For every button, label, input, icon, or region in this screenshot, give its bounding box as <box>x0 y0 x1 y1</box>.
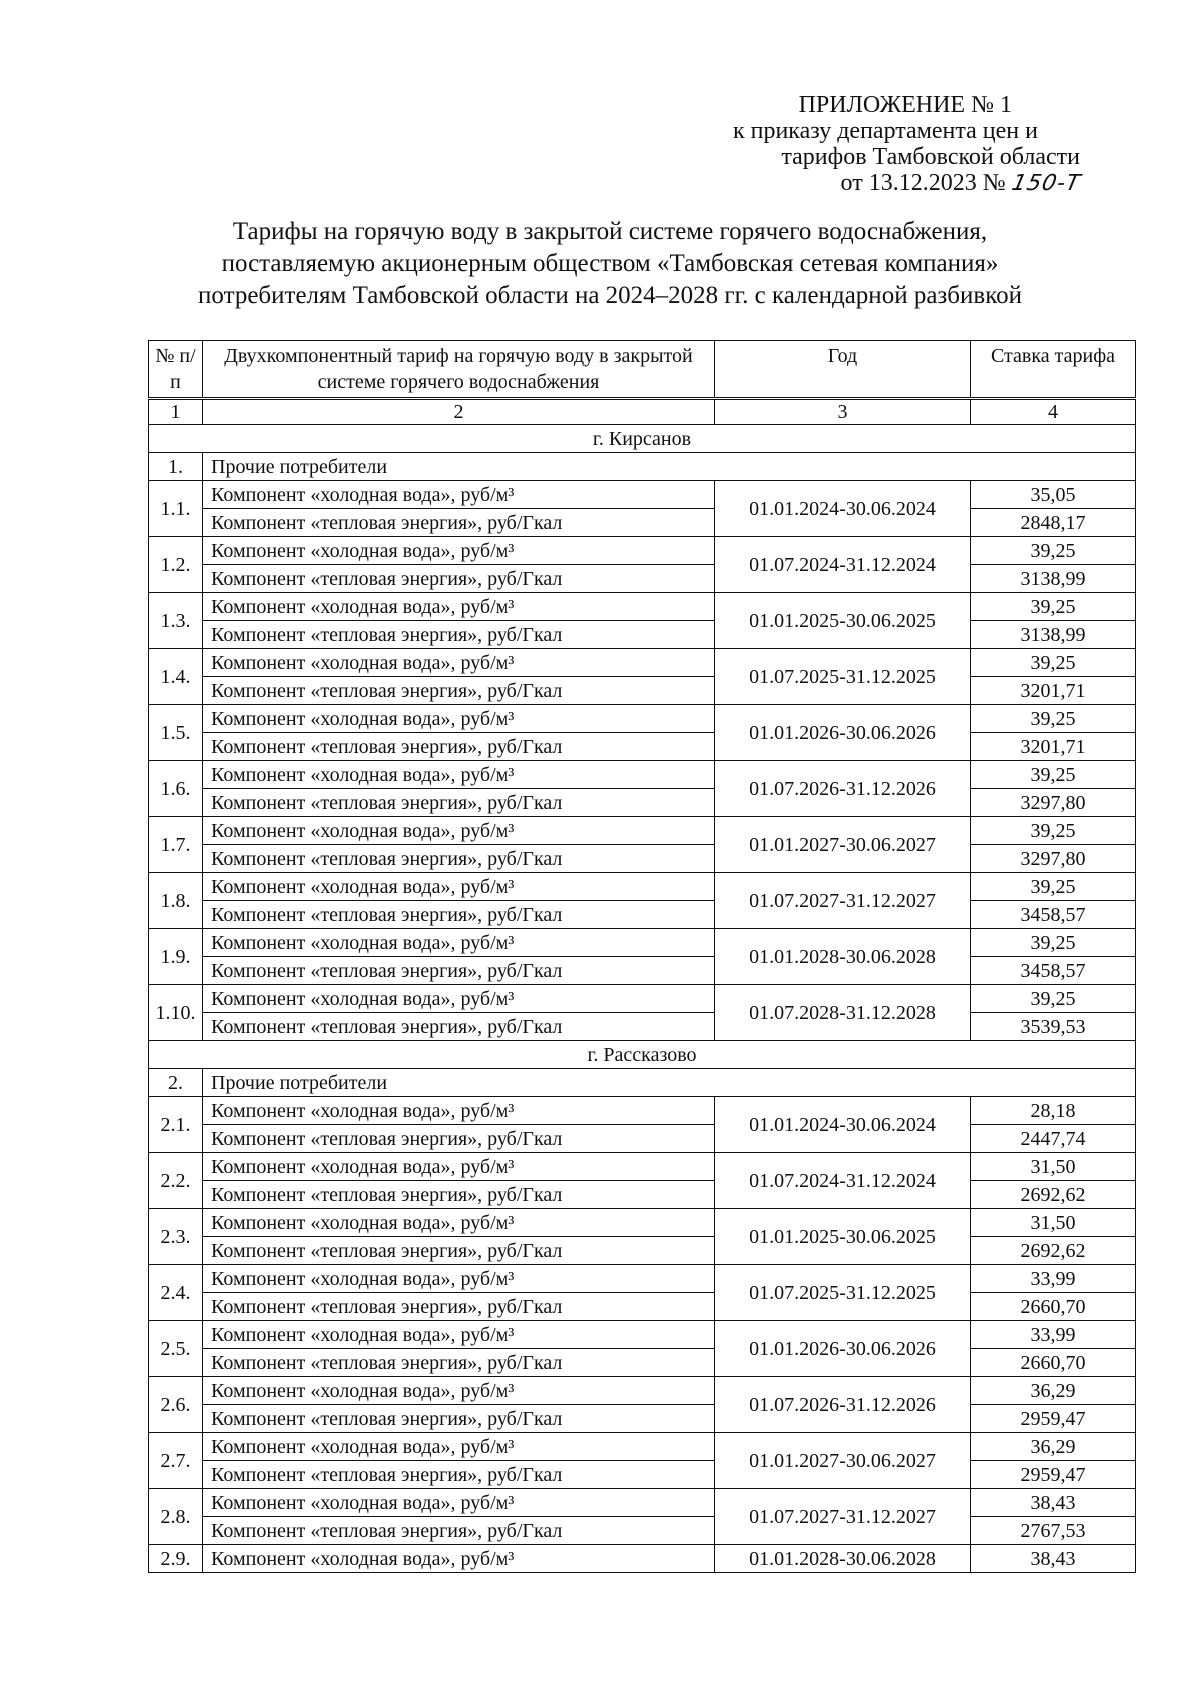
cold-water-rate: 31,50 <box>971 1209 1136 1237</box>
heat-energy-component-label: Компонент «тепловая энергия», руб/Гкал <box>203 733 715 761</box>
appendix-date: от 13.12.2023 № <box>840 170 1006 196</box>
heat-energy-rate: 2848,17 <box>971 509 1136 537</box>
handwritten-order-number: 150-Т <box>1009 171 1083 196</box>
table-header-row <box>149 341 1136 399</box>
table-row <box>149 1265 1136 1293</box>
heat-energy-rate: 3458,57 <box>971 957 1136 985</box>
table-row <box>149 705 1136 733</box>
document-title <box>120 216 1100 312</box>
city-name: г. Кирсанов <box>149 425 1136 453</box>
appendix-date-number <box>640 170 1083 197</box>
heat-energy-component-label: Компонент «тепловая энергия», руб/Гкал <box>203 509 715 537</box>
table-row <box>149 845 1136 873</box>
cold-water-rate: 38,43 <box>971 1489 1136 1517</box>
cold-water-component-label: Компонент «холодная вода», руб/м³ <box>203 1433 715 1461</box>
tariff-period: 01.01.2024-30.06.2024 <box>715 1097 971 1153</box>
heat-energy-rate: 2959,47 <box>971 1405 1136 1433</box>
heat-energy-component-label: Компонент «тепловая энергия», руб/Гкал <box>203 1405 715 1433</box>
consumer-group-row <box>149 453 1136 481</box>
table-row <box>149 509 1136 537</box>
row-number: 1.3. <box>149 593 203 649</box>
cold-water-component-label: Компонент «холодная вода», руб/м³ <box>203 1209 715 1237</box>
cold-water-component-label: Компонент «холодная вода», руб/м³ <box>203 705 715 733</box>
cold-water-rate: 35,05 <box>971 481 1136 509</box>
cold-water-rate: 39,25 <box>971 537 1136 565</box>
cold-water-component-label: Компонент «холодная вода», руб/м³ <box>203 929 715 957</box>
tariff-period: 01.01.2027-30.06.2027 <box>715 817 971 873</box>
cold-water-rate: 31,50 <box>971 1153 1136 1181</box>
heat-energy-component-label: Компонент «тепловая энергия», руб/Гкал <box>203 1517 715 1545</box>
group-label: Прочие потребители <box>203 453 1136 481</box>
title-line-1: Тарифы на горячую воду в закрытой системе горячего водоснабжения, <box>232 218 988 245</box>
city-section-row <box>149 1041 1136 1069</box>
cold-water-component-label: Компонент «холодная вода», руб/м³ <box>203 873 715 901</box>
row-number: 2.4. <box>149 1265 203 1321</box>
table-row <box>149 1433 1136 1461</box>
tariff-period: 01.07.2025-31.12.2025 <box>715 649 971 705</box>
city-section-row <box>149 425 1136 453</box>
title-line-2: поставляемую акционерным обществом «Тамбовская сетевая компания» <box>221 250 999 277</box>
table-row <box>149 761 1136 789</box>
heat-energy-rate: 3201,71 <box>971 677 1136 705</box>
table-row <box>149 1013 1136 1041</box>
table-row <box>149 1349 1136 1377</box>
col-header-number: № п/п <box>149 341 203 399</box>
tariff-period: 01.01.2026-30.06.2026 <box>715 705 971 761</box>
table-row <box>149 1125 1136 1153</box>
cold-water-component-label: Компонент «холодная вода», руб/м³ <box>203 761 715 789</box>
cold-water-component-label: Компонент «холодная вода», руб/м³ <box>203 1321 715 1349</box>
col-number-4: 4 <box>971 399 1136 425</box>
heat-energy-component-label: Компонент «тепловая энергия», руб/Гкал <box>203 621 715 649</box>
cold-water-component-label: Компонент «холодная вода», руб/м³ <box>203 1489 715 1517</box>
heat-energy-rate: 3458,57 <box>971 901 1136 929</box>
row-number: 2.7. <box>149 1433 203 1489</box>
heat-energy-rate: 3539,53 <box>971 1013 1136 1041</box>
cold-water-component-label: Компонент «холодная вода», руб/м³ <box>203 1097 715 1125</box>
cold-water-component-label: Компонент «холодная вода», руб/м³ <box>203 985 715 1013</box>
cold-water-rate: 38,43 <box>971 1545 1136 1573</box>
table-row <box>149 1321 1136 1349</box>
table-row <box>149 593 1136 621</box>
tariff-period: 01.07.2027-31.12.2027 <box>715 1489 971 1545</box>
tariff-period: 01.07.2025-31.12.2025 <box>715 1265 971 1321</box>
appendix-title: ПРИЛОЖЕНИЕ № 1 <box>798 92 1012 118</box>
heat-energy-rate: 3138,99 <box>971 565 1136 593</box>
table-row <box>149 677 1136 705</box>
table-row <box>149 1405 1136 1433</box>
heat-energy-rate: 2660,70 <box>971 1349 1136 1377</box>
heat-energy-component-label: Компонент «тепловая энергия», руб/Гкал <box>203 957 715 985</box>
table-row <box>149 1181 1136 1209</box>
row-number: 1.9. <box>149 929 203 985</box>
table-row <box>149 817 1136 845</box>
heat-energy-component-label: Компонент «тепловая энергия», руб/Гкал <box>203 1013 715 1041</box>
heat-energy-rate: 2692,62 <box>971 1237 1136 1265</box>
table-row <box>149 873 1136 901</box>
table-row <box>149 537 1136 565</box>
heat-energy-component-label: Компонент «тепловая энергия», руб/Гкал <box>203 901 715 929</box>
tariff-period: 01.07.2026-31.12.2026 <box>715 761 971 817</box>
tariff-period: 01.01.2026-30.06.2026 <box>715 1321 971 1377</box>
table-row <box>149 649 1136 677</box>
heat-energy-rate: 3201,71 <box>971 733 1136 761</box>
row-number: 2.8. <box>149 1489 203 1545</box>
title-line-3: потребителям Тамбовской области на 2024–2028 гг. с календарной разбивкой <box>198 282 1022 309</box>
cold-water-component-label: Компонент «холодная вода», руб/м³ <box>203 593 715 621</box>
row-number: 1.10. <box>149 985 203 1041</box>
cold-water-rate: 36,29 <box>971 1377 1136 1405</box>
heat-energy-component-label: Компонент «тепловая энергия», руб/Гкал <box>203 1293 715 1321</box>
tariff-period: 01.01.2028-30.06.2028 <box>715 929 971 985</box>
row-number: 2.9. <box>149 1545 203 1573</box>
group-number: 2. <box>149 1069 203 1097</box>
table-row <box>149 565 1136 593</box>
cold-water-rate: 39,25 <box>971 985 1136 1013</box>
table-row <box>149 1153 1136 1181</box>
group-number: 1. <box>149 453 203 481</box>
col-header-rate: Ставка тарифа <box>971 341 1136 399</box>
col-number-2: 2 <box>203 399 715 425</box>
row-number: 1.5. <box>149 705 203 761</box>
table-row <box>149 1209 1136 1237</box>
table-row <box>149 929 1136 957</box>
tariff-period: 01.01.2028-30.06.2028 <box>715 1545 971 1573</box>
cold-water-rate: 36,29 <box>971 1433 1136 1461</box>
row-number: 2.3. <box>149 1209 203 1265</box>
cold-water-rate: 39,25 <box>971 649 1136 677</box>
heat-energy-rate: 3138,99 <box>971 621 1136 649</box>
cold-water-rate: 39,25 <box>971 929 1136 957</box>
heat-energy-rate: 2767,53 <box>971 1517 1136 1545</box>
table-column-numbers-row <box>149 399 1136 425</box>
table-row <box>149 1517 1136 1545</box>
cold-water-rate: 28,18 <box>971 1097 1136 1125</box>
row-number: 1.4. <box>149 649 203 705</box>
heat-energy-component-label: Компонент «тепловая энергия», руб/Гкал <box>203 845 715 873</box>
tariff-table <box>148 340 1136 1573</box>
tariff-period: 01.01.2024-30.06.2024 <box>715 481 971 537</box>
row-number: 1.2. <box>149 537 203 593</box>
heat-energy-rate: 3297,80 <box>971 845 1136 873</box>
tariff-period: 01.07.2026-31.12.2026 <box>715 1377 971 1433</box>
table-row <box>149 1237 1136 1265</box>
cold-water-rate: 33,99 <box>971 1265 1136 1293</box>
table-row <box>149 789 1136 817</box>
cold-water-component-label: Компонент «холодная вода», руб/м³ <box>203 1153 715 1181</box>
heat-energy-component-label: Компонент «тепловая энергия», руб/Гкал <box>203 1349 715 1377</box>
group-label: Прочие потребители <box>203 1069 1136 1097</box>
cold-water-component-label: Компонент «холодная вода», руб/м³ <box>203 1265 715 1293</box>
cold-water-rate: 39,25 <box>971 593 1136 621</box>
table-row <box>149 957 1136 985</box>
table-row <box>149 985 1136 1013</box>
appendix-header <box>640 92 1083 197</box>
row-number: 1.6. <box>149 761 203 817</box>
table-row <box>149 901 1136 929</box>
cold-water-rate: 39,25 <box>971 761 1136 789</box>
city-name: г. Рассказово <box>149 1041 1136 1069</box>
consumer-group-row <box>149 1069 1136 1097</box>
col-header-tariff: Двухкомпонентный тариф на горячую воду в закрытой системе горячего водоснабжения <box>203 341 715 399</box>
row-number: 1.1. <box>149 481 203 537</box>
table-row <box>149 1545 1136 1573</box>
tariff-period: 01.01.2027-30.06.2027 <box>715 1433 971 1489</box>
cold-water-rate: 39,25 <box>971 817 1136 845</box>
cold-water-component-label: Компонент «холодная вода», руб/м³ <box>203 649 715 677</box>
cold-water-rate: 39,25 <box>971 873 1136 901</box>
table-row <box>149 1377 1136 1405</box>
heat-energy-component-label: Компонент «тепловая энергия», руб/Гкал <box>203 1237 715 1265</box>
heat-energy-rate: 2692,62 <box>971 1181 1136 1209</box>
tariff-period: 01.07.2028-31.12.2028 <box>715 985 971 1041</box>
cold-water-component-label: Компонент «холодная вода», руб/м³ <box>203 1545 715 1573</box>
tariff-period: 01.07.2024-31.12.2024 <box>715 537 971 593</box>
row-number: 2.2. <box>149 1153 203 1209</box>
heat-energy-rate: 3297,80 <box>971 789 1136 817</box>
cold-water-component-label: Компонент «холодная вода», руб/м³ <box>203 817 715 845</box>
table-row <box>149 1097 1136 1125</box>
table-row <box>149 621 1136 649</box>
heat-energy-component-label: Компонент «тепловая энергия», руб/Гкал <box>203 789 715 817</box>
heat-energy-component-label: Компонент «тепловая энергия», руб/Гкал <box>203 1181 715 1209</box>
row-number: 1.8. <box>149 873 203 929</box>
row-number: 1.7. <box>149 817 203 873</box>
cold-water-component-label: Компонент «холодная вода», руб/м³ <box>203 537 715 565</box>
col-number-1: 1 <box>149 399 203 425</box>
heat-energy-component-label: Компонент «тепловая энергия», руб/Гкал <box>203 1461 715 1489</box>
tariff-period: 01.01.2025-30.06.2025 <box>715 1209 971 1265</box>
table-row <box>149 733 1136 761</box>
row-number: 2.5. <box>149 1321 203 1377</box>
heat-energy-component-label: Компонент «тепловая энергия», руб/Гкал <box>203 565 715 593</box>
col-header-year: Год <box>715 341 971 399</box>
appendix-department: тарифов Тамбовской области <box>781 144 1080 170</box>
heat-energy-rate: 2959,47 <box>971 1461 1136 1489</box>
tariff-period: 01.07.2024-31.12.2024 <box>715 1153 971 1209</box>
heat-energy-component-label: Компонент «тепловая энергия», руб/Гкал <box>203 677 715 705</box>
table-row <box>149 481 1136 509</box>
tariff-period: 01.07.2027-31.12.2027 <box>715 873 971 929</box>
cold-water-component-label: Компонент «холодная вода», руб/м³ <box>203 1377 715 1405</box>
heat-energy-rate: 2447,74 <box>971 1125 1136 1153</box>
heat-energy-rate: 2660,70 <box>971 1293 1136 1321</box>
row-number: 2.1. <box>149 1097 203 1153</box>
cold-water-rate: 39,25 <box>971 705 1136 733</box>
cold-water-component-label: Компонент «холодная вода», руб/м³ <box>203 481 715 509</box>
table-row <box>149 1293 1136 1321</box>
appendix-order-ref: к приказу департамента цен и <box>732 118 1038 144</box>
col-number-3: 3 <box>715 399 971 425</box>
tariff-period: 01.01.2025-30.06.2025 <box>715 593 971 649</box>
table-row <box>149 1489 1136 1517</box>
table-row <box>149 1461 1136 1489</box>
cold-water-rate: 33,99 <box>971 1321 1136 1349</box>
row-number: 2.6. <box>149 1377 203 1433</box>
heat-energy-component-label: Компонент «тепловая энергия», руб/Гкал <box>203 1125 715 1153</box>
